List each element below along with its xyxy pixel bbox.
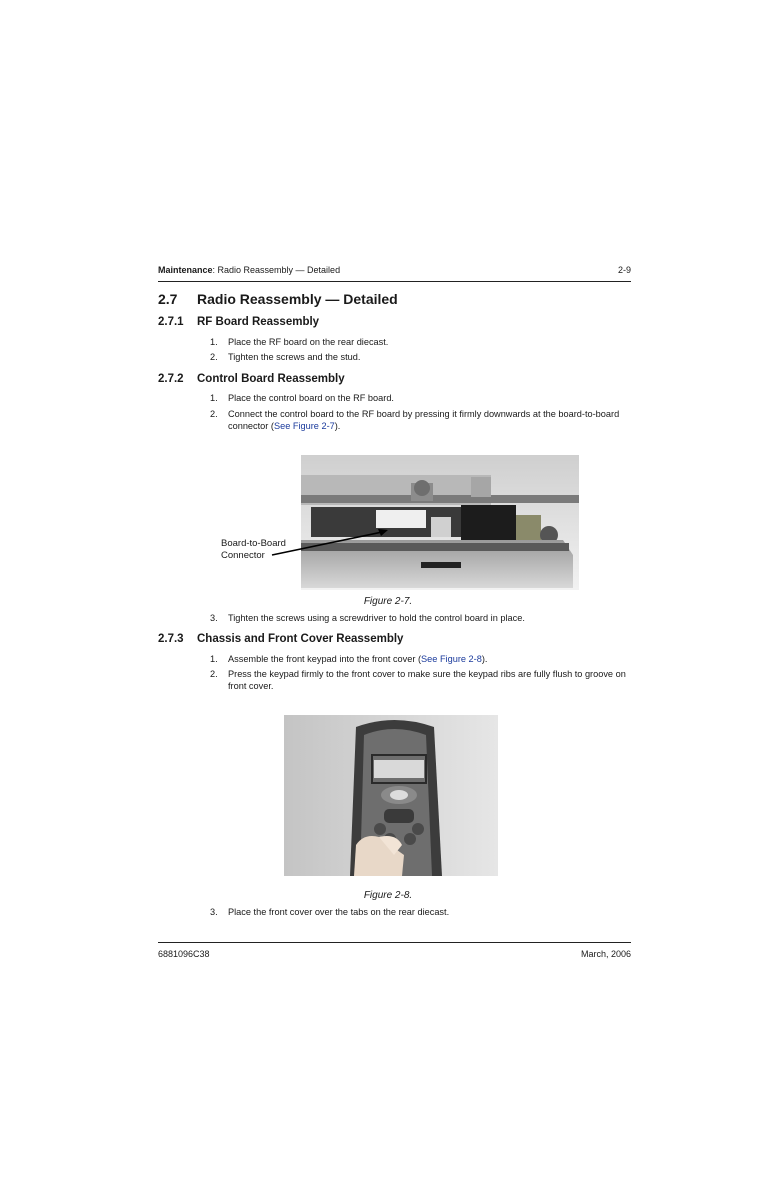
figure-2-7-photo [301,455,579,590]
list-item [210,668,630,692]
doc-number: 6881096C38 [158,949,210,959]
subsection-heading-2-7-1 [158,316,319,328]
step-text: Connect the control board to the RF board by pressing it firmly downwards at the board-to-board connector (See Figure 2-7). [228,409,620,431]
header-section-bold: Maintenance [158,265,213,275]
subsection-heading-2-7-2 [158,373,345,385]
header-rule [158,281,631,282]
figure-caption: Figure 2-7. [363,596,413,607]
step-text: Press the keypad firmly to the front cover to make sure the keypad ribs are fully flush to groove on front cover. [228,669,626,691]
list-item [210,612,630,624]
figure-2-8-photo [284,715,498,876]
step-number: 2. [210,409,218,419]
step-text: Place the front cover over the tabs on the rear diecast. [228,907,450,917]
section-title [158,291,398,307]
list-item [210,408,630,432]
figure-link[interactable]: See Figure 2-7 [273,421,335,431]
header-section-rest: : Radio Reassembly — Detailed [212,265,341,275]
step-text: Place the RF board on the rear diecast. [228,337,389,347]
page-number: 2-9 [617,265,631,275]
list-item [210,906,630,918]
subsection-heading-2-7-3 [158,633,403,645]
footer-rule [158,942,631,943]
list-item [210,392,630,404]
running-header [158,265,631,277]
section-title-text: Radio Reassembly — Detailed [197,291,398,307]
subsection-number: 2.7.3 [158,633,184,645]
subsection-title: RF Board Reassembly [197,316,320,328]
subsection-title: Chassis and Front Cover Reassembly [197,633,404,645]
step-number: 1. [210,393,218,403]
step-number: 1. [210,337,218,347]
list-item [210,351,630,363]
step-number: 3. [210,613,218,623]
callout-arrow [270,527,395,559]
step-text: Place the control board on the RF board. [228,393,394,403]
step-text: Tighten the screws using a screwdriver to hold the control board in place. [228,613,525,623]
step-number: 2. [210,669,218,679]
step-number: 2. [210,352,218,362]
subsection-title: Control Board Reassembly [197,373,345,385]
doc-date: March, 2006 [580,949,631,959]
figure-link[interactable]: See Figure 2-8 [421,654,482,664]
list-item [210,653,630,665]
figure-caption: Figure 2-8. [363,890,413,901]
subsection-number: 2.7.1 [158,316,184,328]
step-text: Tighten the screws and the stud. [228,352,361,362]
callout-line: Connector [221,549,265,561]
subsection-number: 2.7.2 [158,373,184,385]
step-number: 3. [210,907,218,917]
callout-line: Board-to-Board [221,538,286,549]
list-item [210,336,630,348]
step-number: 1. [210,654,218,664]
section-number: 2.7 [158,291,178,307]
step-text: Assemble the front keypad into the front cover (See Figure 2-8). [228,654,488,664]
